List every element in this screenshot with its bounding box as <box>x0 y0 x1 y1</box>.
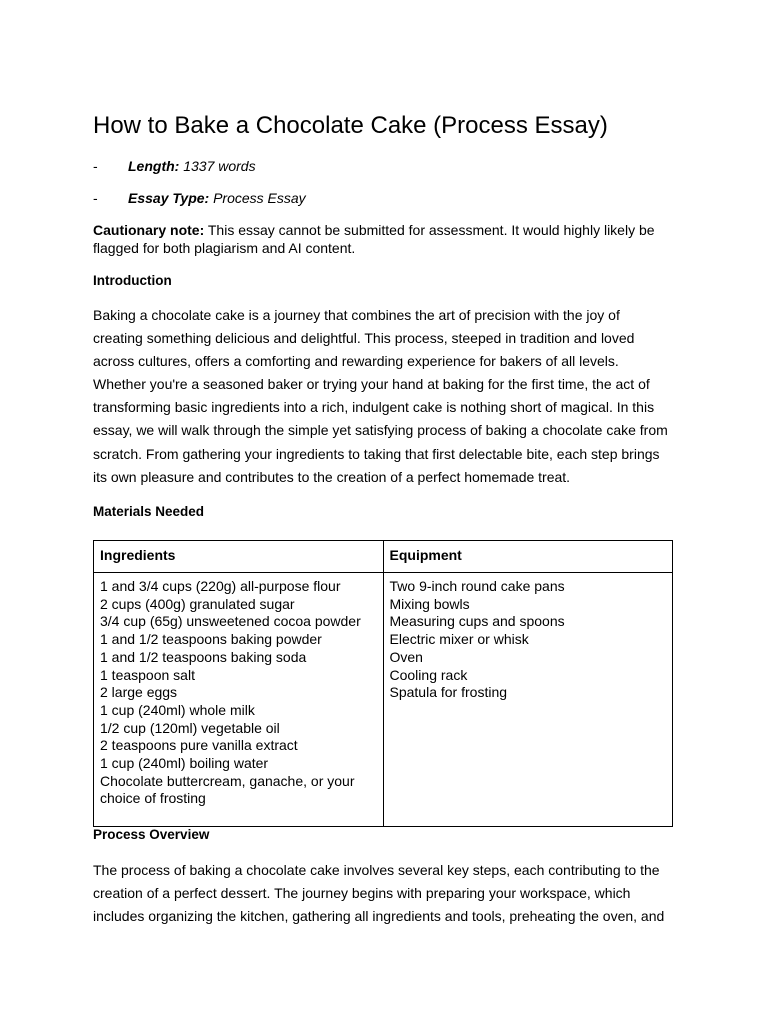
meta-length-label: Length: <box>128 158 180 174</box>
materials-table <box>93 540 673 827</box>
equipment-item: Measuring cups and spoons <box>389 613 565 630</box>
ingredient-item: 1/2 cup (120ml) vegetable oil <box>100 719 280 736</box>
materials-heading: Materials Needed <box>93 504 205 519</box>
ingredient-item: 1 and 1/2 teaspoons baking powder <box>100 631 322 648</box>
list-dash: - <box>93 158 98 174</box>
document-title: How to Bake a Chocolate Cake (Process Essay) <box>93 112 608 139</box>
equipment-cell <box>383 573 673 827</box>
equipment-item: Two 9-inch round cake pans <box>389 578 565 594</box>
cautionary-note-label: Cautionary note: <box>93 222 205 238</box>
introduction-heading: Introduction <box>93 273 172 288</box>
meta-essay-type-value: Process Essay <box>209 190 306 206</box>
meta-essay-type-label: Essay Type: <box>128 190 210 206</box>
meta-length-value: 1337 words <box>179 158 256 174</box>
cautionary-note <box>93 221 673 257</box>
process-overview-heading: Process Overview <box>93 827 210 842</box>
equipment-item: Spatula for frosting <box>389 684 508 701</box>
table-row <box>94 573 673 827</box>
process-overview-paragraph: The process of baking a chocolate cake involves several key steps, each contributing to the creation of a perfect dessert. The journey begins with preparing your workspace, which includes organizing the kitchen, gathering all ingredients and tools, preheating the oven, and <box>93 862 665 925</box>
ingredient-item: 3/4 cup (65g) unsweetened cocoa powder <box>100 613 361 630</box>
meta-essay-type-content <box>128 189 306 207</box>
equipment-item: Cooling rack <box>389 666 468 683</box>
ingredient-item: 2 cups (400g) granulated sugar <box>100 595 295 612</box>
equipment-item: Mixing bowls <box>389 595 470 612</box>
ingredient-item: 1 teaspoon salt <box>100 666 195 683</box>
ingredient-item: 1 cup (240ml) boiling water <box>100 755 269 772</box>
meta-length-content <box>128 157 256 175</box>
cautionary-note-text: This essay cannot be submitted for assessment. It would highly likely be flagged for both plagiarism and AI content. <box>93 222 655 256</box>
ingredients-cell <box>94 573 384 827</box>
introduction-paragraph: Baking a chocolate cake is a journey that combines the art of precision with the joy of creating something delicious and delightful. This process, steeped in tradition and loved across cultures, offers a comforting and rewarding experience for bakers of all levels. Whether you're a seasoned baker or trying your hand at baking for the first time, the act of transforming basic ingredients into a rich, indulgent cake is nothing short of magical. In this essay, we will walk through the simple yet satisfying process of baking a chocolate cake from scratch. From gathering your ingredients to taking that first delectable bite, each step brings its own pleasure and contributes to the creation of a perfect homemade treat. <box>93 307 668 485</box>
equipment-item: Electric mixer or whisk <box>389 631 529 648</box>
ingredients-header: Ingredients <box>94 541 384 573</box>
table-header-row <box>94 541 673 573</box>
ingredient-item: 1 and 3/4 cups (220g) all-purpose flour <box>100 578 341 594</box>
equipment-header: Equipment <box>383 541 673 573</box>
ingredient-item: 1 cup (240ml) whole milk <box>100 701 255 718</box>
ingredient-item: 1 and 1/2 teaspoons baking soda <box>100 648 307 665</box>
ingredient-item: Chocolate buttercream, ganache, or your choice of frosting <box>100 772 355 807</box>
equipment-item: Oven <box>389 648 423 665</box>
ingredient-item: 2 teaspoons pure vanilla extract <box>100 737 298 754</box>
ingredient-item: 2 large eggs <box>100 684 178 701</box>
list-dash: - <box>93 190 98 206</box>
